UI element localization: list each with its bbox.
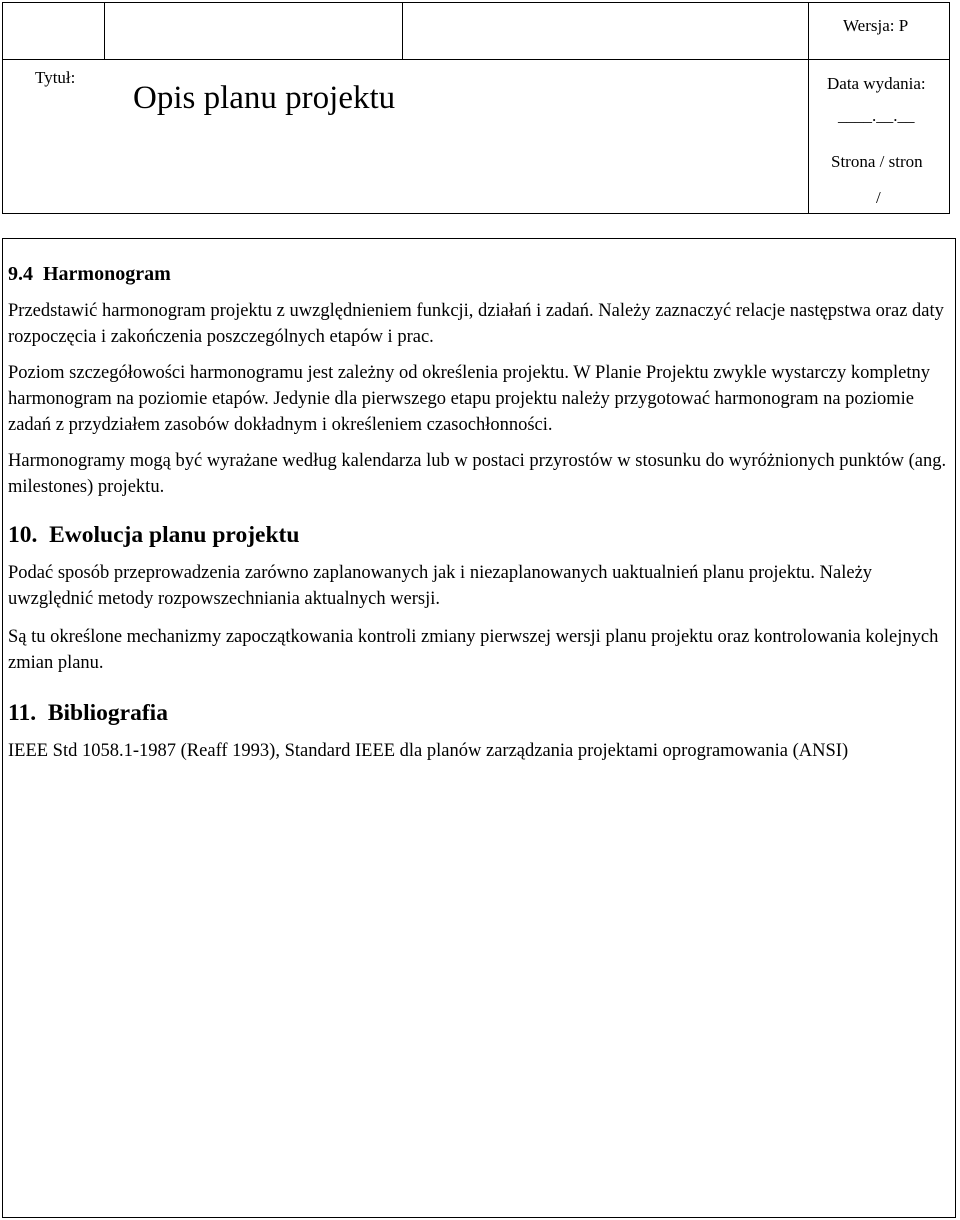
header-divider-vertical-3 [808,2,809,214]
title-label: Tytuł: [35,68,76,87]
section-10-paragraph: Podać sposób przeprowadzenia zarówno zaplanowanych jak i niezaplanowanych uaktualnień planu projektu. Należy uwzględnić metody rozpowszechniania aktualnych wersji. [8,563,873,609]
section-heading-9-4: 9.4 Harmonogram [8,263,171,285]
document-title: Opis planu projektu [133,80,396,116]
section-9-4-paragraph: Harmonogramy mogą być wyrażane według kalendarza lub w postaci przyrostów w stosunku do wyróżnionych punktów (ang. milestones) projektu. [8,451,947,497]
header-divider-vertical-2 [402,2,403,59]
page-count-value: / [876,188,881,207]
document-body [8,260,948,764]
section-9-4-paragraph: Poziom szczegółowości harmonogramu jest zależny od określenia projektu. W Planie Projektu zwykle wystarczy kompletny harmonogram na poziomie etapów. Jedynie dla pierwszego etapu projektu należy przygotować harmonogram na poziomie zadań z przydziałem zasobów dokładnym i określeniem czasochłonności. [8,363,931,435]
header-divider-vertical-1 [104,2,105,59]
section-heading-10: 10. Ewolucja planu projektu [8,522,300,548]
bibliography-entry: IEEE Std 1058.1-1987 (Reaff 1993), Standard IEEE dla planów zarządzania projektami oprogramowania (ANSI) [8,741,849,761]
page-count-label: Strona / stron [831,152,923,171]
section-10-paragraph: Są tu określone mechanizmy zapoczątkowania kontroli zmiany pierwszej wersji planu projektu oraz kontrolowania kolejnych zmian planu. [8,627,939,673]
section-9-4-paragraph: Przedstawić harmonogram projektu z uwzględnieniem funkcji, działań i zadań. Należy zaznaczyć relacje następstwa oraz daty rozpoczęcia i zakończenia poszczególnych etapów i prac. [8,301,944,347]
release-date-value: ____.__.__ [838,106,915,125]
release-date-label: Data wydania: [827,74,926,93]
section-heading-11: 11. Bibliografia [8,700,168,726]
version-label: Wersja: P [843,16,909,35]
